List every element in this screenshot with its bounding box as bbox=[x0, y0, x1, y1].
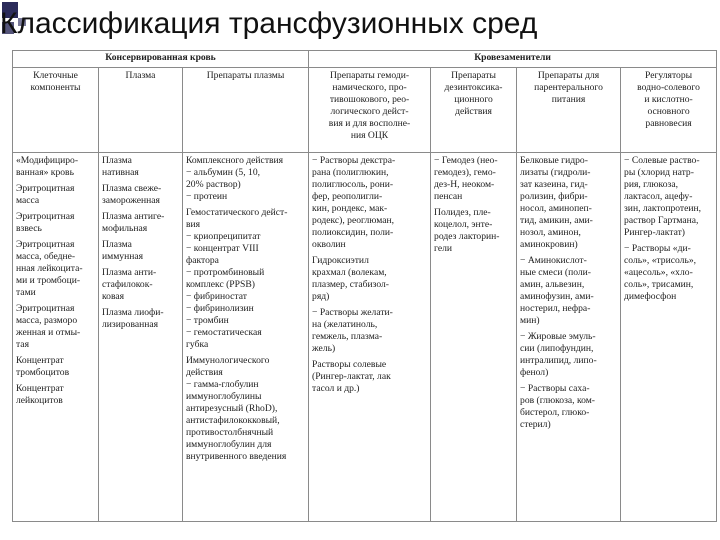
column-header-5 bbox=[517, 68, 621, 153]
list-item-line: фер, реополигли- bbox=[312, 191, 383, 202]
column-header-0 bbox=[13, 68, 99, 153]
list-item-line: нная лейкоцита- bbox=[16, 263, 83, 274]
list-item bbox=[16, 303, 95, 351]
list-item-line: Полидез, пле- bbox=[434, 207, 491, 218]
list-item bbox=[102, 183, 179, 207]
list-item-line: ряд) bbox=[312, 291, 330, 302]
list-item-line: Плазма антиге- bbox=[102, 211, 165, 222]
list-item-line: лизированная bbox=[102, 319, 159, 330]
list-item bbox=[16, 211, 95, 235]
list-item-line: рана (полиглюкин, bbox=[312, 167, 389, 178]
list-item bbox=[186, 155, 305, 203]
list-item-line: − криопреципитат bbox=[186, 231, 261, 242]
column-header-3 bbox=[309, 68, 431, 153]
list-item-line: иммунная bbox=[102, 251, 144, 262]
list-item-line: родекс), реоглюман, bbox=[312, 215, 395, 226]
list-item-line: − Растворы желати- bbox=[312, 307, 393, 318]
list-item-line: комплекс (PPSB) bbox=[186, 279, 255, 290]
list-item-line: амин, альвезин, bbox=[520, 279, 585, 290]
list-item-line: вия bbox=[186, 219, 201, 230]
list-item-line: ные смеси (поли- bbox=[520, 267, 591, 278]
list-item bbox=[520, 383, 617, 431]
list-item-line: лизаты (гидроли- bbox=[520, 167, 591, 178]
table-body-row bbox=[13, 153, 717, 522]
list-item bbox=[16, 383, 95, 407]
list-item-line: Гидроксиэтил bbox=[312, 255, 369, 266]
list-item-line: − протеин bbox=[186, 191, 228, 202]
list-item bbox=[16, 239, 95, 299]
list-item-line: − Аминокислот- bbox=[520, 255, 587, 266]
column-header-line: намического, про- bbox=[332, 82, 407, 93]
column-header-line: Препараты для bbox=[537, 70, 600, 81]
list-item-line: − протромбиновый bbox=[186, 267, 265, 278]
list-item-line: сии (липофундин, bbox=[520, 343, 594, 354]
list-item-line: бистерол, глюко- bbox=[520, 407, 590, 418]
list-item bbox=[16, 183, 95, 207]
list-item bbox=[102, 211, 179, 235]
list-item-line: гемжель, плазма- bbox=[312, 331, 383, 342]
list-item-line: − тромбин bbox=[186, 315, 229, 326]
group-header-preserved-blood: Консервированная кровь bbox=[13, 51, 309, 68]
list-item bbox=[624, 155, 713, 239]
list-item-line: лейкоцитов bbox=[16, 395, 63, 406]
list-item-line: раствор Гартмана, bbox=[624, 215, 699, 226]
list-item-line: 20% раствор) bbox=[186, 179, 241, 190]
column-body-0 bbox=[13, 153, 99, 522]
list-item-line: действия bbox=[186, 367, 223, 378]
list-item-line: гели bbox=[434, 243, 453, 254]
list-item-line: дез-Н, неоком- bbox=[434, 179, 495, 190]
column-header-1 bbox=[99, 68, 183, 153]
list-item-line: − Жировые эмуль- bbox=[520, 331, 596, 342]
list-item-line: тасол и др.) bbox=[312, 383, 360, 394]
list-item bbox=[312, 155, 427, 251]
list-item-line: димефосфон bbox=[624, 291, 677, 302]
list-item bbox=[520, 155, 617, 251]
column-header-line: ния ОЦК bbox=[350, 130, 389, 141]
column-header-line: вия и для восполне- bbox=[328, 118, 411, 129]
list-item-line: Эритроцитная bbox=[16, 183, 75, 194]
list-item bbox=[312, 359, 427, 395]
list-item-line: соль», трисамин, bbox=[624, 279, 694, 290]
list-item-line: носол, аминопеп- bbox=[520, 203, 592, 214]
list-item-line: − фибринолизин bbox=[186, 303, 254, 314]
column-header-line: тивошокового, рео- bbox=[329, 94, 410, 105]
list-item-line: ров (глюкоза, ком- bbox=[520, 395, 596, 406]
column-body-6 bbox=[621, 153, 717, 522]
list-item-line: мин) bbox=[520, 315, 540, 326]
list-item-line: ролизин, фибри- bbox=[520, 191, 588, 202]
column-body-5 bbox=[517, 153, 621, 522]
list-item-line: окволин bbox=[312, 239, 346, 250]
list-item-line: коцелол, энте- bbox=[434, 219, 493, 230]
column-header-line: Препараты плазмы bbox=[206, 70, 285, 81]
column-body-3 bbox=[309, 153, 431, 522]
column-header-line: равновесия bbox=[645, 118, 692, 129]
list-item-line: ванная» кровь bbox=[16, 167, 74, 178]
list-item bbox=[102, 307, 179, 331]
list-item bbox=[624, 243, 713, 303]
list-item-line: ностерил, нефра- bbox=[520, 303, 591, 314]
list-item-line: интралипид, липо- bbox=[520, 355, 597, 366]
list-item-line: лактасол, ацефу- bbox=[624, 191, 693, 202]
transfusion-media-table bbox=[12, 50, 717, 522]
list-item-line: противостолбнячный bbox=[186, 427, 274, 438]
column-header-line: питания bbox=[551, 94, 586, 105]
list-item-line: Эритроцитная bbox=[16, 239, 75, 250]
list-item-line: зат казеина, гид- bbox=[520, 179, 588, 190]
column-header-line: основного bbox=[647, 106, 690, 117]
list-item-line: ковая bbox=[102, 291, 125, 302]
list-item-line: на (желатиноль, bbox=[312, 319, 378, 330]
list-item-line: − Растворы саха- bbox=[520, 383, 590, 394]
list-item-line: родез лакторин- bbox=[434, 231, 500, 242]
column-body-2 bbox=[183, 153, 309, 522]
list-item-line: фенол) bbox=[520, 367, 549, 378]
list-item-line: Растворы солевые bbox=[312, 359, 387, 370]
list-item-line: нативная bbox=[102, 167, 139, 178]
list-item-line: гемодез), гемо- bbox=[434, 167, 496, 178]
list-item-line: Комплексного действия bbox=[186, 155, 284, 166]
slide-title: Классификация трансфузионных сред bbox=[0, 7, 538, 40]
column-header-row bbox=[13, 68, 717, 153]
column-header-line: парентерального bbox=[534, 82, 603, 93]
column-header-line: водно-солевого bbox=[637, 82, 700, 93]
list-item-line: стафилокок- bbox=[102, 279, 153, 290]
column-header-line: дезинтоксика- bbox=[444, 82, 503, 93]
list-item-line: соль», «трисоль», bbox=[624, 255, 697, 266]
list-item-line: Плазма свеже- bbox=[102, 183, 162, 194]
column-body-4 bbox=[431, 153, 517, 522]
list-item-line: − концентрат VIII bbox=[186, 243, 259, 254]
list-item-line: − альбумин (5, 10, bbox=[186, 167, 261, 178]
list-item bbox=[102, 267, 179, 303]
list-item-line: женная и отмы- bbox=[16, 327, 81, 338]
list-item bbox=[102, 239, 179, 263]
list-item-line: взвесь bbox=[16, 223, 42, 234]
column-header-line: логического дейст- bbox=[330, 106, 409, 117]
list-item-line: антистафилококковый, bbox=[186, 415, 280, 426]
list-item-line: рия, глюкоза, bbox=[624, 179, 678, 190]
list-item-line: губка bbox=[186, 339, 209, 350]
list-item-line: аминофузин, ами- bbox=[520, 291, 594, 302]
list-item-line: замороженная bbox=[102, 195, 160, 206]
column-header-line: Препараты гемоди- bbox=[329, 70, 410, 81]
list-item-line: полиоксидин, поли- bbox=[312, 227, 394, 238]
list-item-line: зин, лактопротеин, bbox=[624, 203, 702, 214]
list-item-line: Белковые гидро- bbox=[520, 155, 588, 166]
list-item-line: тая bbox=[16, 339, 29, 350]
column-header-line: Плазма bbox=[125, 70, 156, 81]
column-header-line: действия bbox=[455, 106, 492, 117]
list-item-line: Гемостатического дейст- bbox=[186, 207, 288, 218]
list-item-line: масса, обедне- bbox=[16, 251, 76, 262]
list-item-line: кин, рондекс, мак- bbox=[312, 203, 388, 214]
list-item bbox=[16, 355, 95, 379]
column-header-2 bbox=[183, 68, 309, 153]
list-item-line: плазмер, стабизол- bbox=[312, 279, 389, 290]
list-item-line: Плазма анти- bbox=[102, 267, 157, 278]
list-item bbox=[312, 255, 427, 303]
column-header-line: ционного bbox=[454, 94, 493, 105]
list-item-line: тами bbox=[16, 287, 36, 298]
list-item-line: масса, разморо bbox=[16, 315, 78, 326]
list-item-line: Плазма лиофи- bbox=[102, 307, 164, 318]
list-item-line: − фибриностат bbox=[186, 291, 247, 302]
list-item bbox=[186, 355, 305, 463]
list-item-line: антирезусный (RhoD), bbox=[186, 403, 278, 414]
column-header-line: Регуляторы bbox=[644, 70, 693, 81]
list-item-line: внутривенного введения bbox=[186, 451, 287, 462]
list-item-line: иммуноглобулины bbox=[186, 391, 262, 402]
list-item-line: мофильная bbox=[102, 223, 148, 234]
list-item bbox=[312, 307, 427, 355]
list-item-line: Эритроцитная bbox=[16, 211, 75, 222]
list-item-line: стерил) bbox=[520, 419, 551, 430]
list-item-line: − Гемодез (нео- bbox=[434, 155, 498, 166]
list-item bbox=[102, 155, 179, 179]
list-item-line: − Солевые раство- bbox=[624, 155, 700, 166]
list-item-line: Плазма bbox=[102, 155, 132, 166]
list-item-line: фактора bbox=[186, 255, 219, 266]
list-item bbox=[434, 207, 513, 255]
list-item-line: аминокровин) bbox=[520, 239, 578, 250]
column-header-line: компоненты bbox=[30, 82, 81, 93]
list-item-line: − Растворы декстра- bbox=[312, 155, 396, 166]
group-header-row bbox=[13, 51, 717, 68]
list-item bbox=[16, 155, 95, 179]
list-item-line: Плазма bbox=[102, 239, 132, 250]
column-header-6 bbox=[621, 68, 717, 153]
list-item-line: крахмал (волекам, bbox=[312, 267, 387, 278]
list-item-line: Рингер-лактат) bbox=[624, 227, 685, 238]
list-item-line: ми и тромбоци- bbox=[16, 275, 81, 286]
list-item-line: − гемостатическая bbox=[186, 327, 262, 338]
list-item-line: Концентрат bbox=[16, 355, 64, 366]
list-item-line: масса bbox=[16, 195, 40, 206]
column-header-4 bbox=[431, 68, 517, 153]
list-item-line: тид, амикин, ами- bbox=[520, 215, 593, 226]
group-header-blood-substitutes: Кровезаменители bbox=[309, 51, 717, 68]
list-item-line: (Рингер-лактат, лак bbox=[312, 371, 391, 382]
list-item-line: тромбоцитов bbox=[16, 367, 70, 378]
list-item-line: Концентрат bbox=[16, 383, 64, 394]
list-item-line: ры (хлорид натр- bbox=[624, 167, 694, 178]
list-item-line: нозол, аминон, bbox=[520, 227, 581, 238]
column-header-line: Препараты bbox=[451, 70, 496, 81]
list-item-line: пенсан bbox=[434, 191, 463, 202]
list-item-line: Иммунологического bbox=[186, 355, 270, 366]
list-item bbox=[520, 255, 617, 327]
list-item-line: иммуноглобулин для bbox=[186, 439, 272, 450]
list-item-line: «Модифициро- bbox=[16, 155, 79, 166]
list-item-line: − гамма-глобулин bbox=[186, 379, 259, 390]
list-item-line: − Растворы «ди- bbox=[624, 243, 691, 254]
column-body-1 bbox=[99, 153, 183, 522]
list-item bbox=[186, 207, 305, 351]
list-item-line: Эритроцитная bbox=[16, 303, 75, 314]
list-item-line: жель) bbox=[312, 343, 336, 354]
list-item-line: «ацесоль», «хло- bbox=[624, 267, 693, 278]
list-item-line: полиглюсоль, рони- bbox=[312, 179, 394, 190]
list-item bbox=[434, 155, 513, 203]
column-header-line: и кислотно- bbox=[644, 94, 693, 105]
column-header-line: Клеточные bbox=[33, 70, 78, 81]
list-item bbox=[520, 331, 617, 379]
